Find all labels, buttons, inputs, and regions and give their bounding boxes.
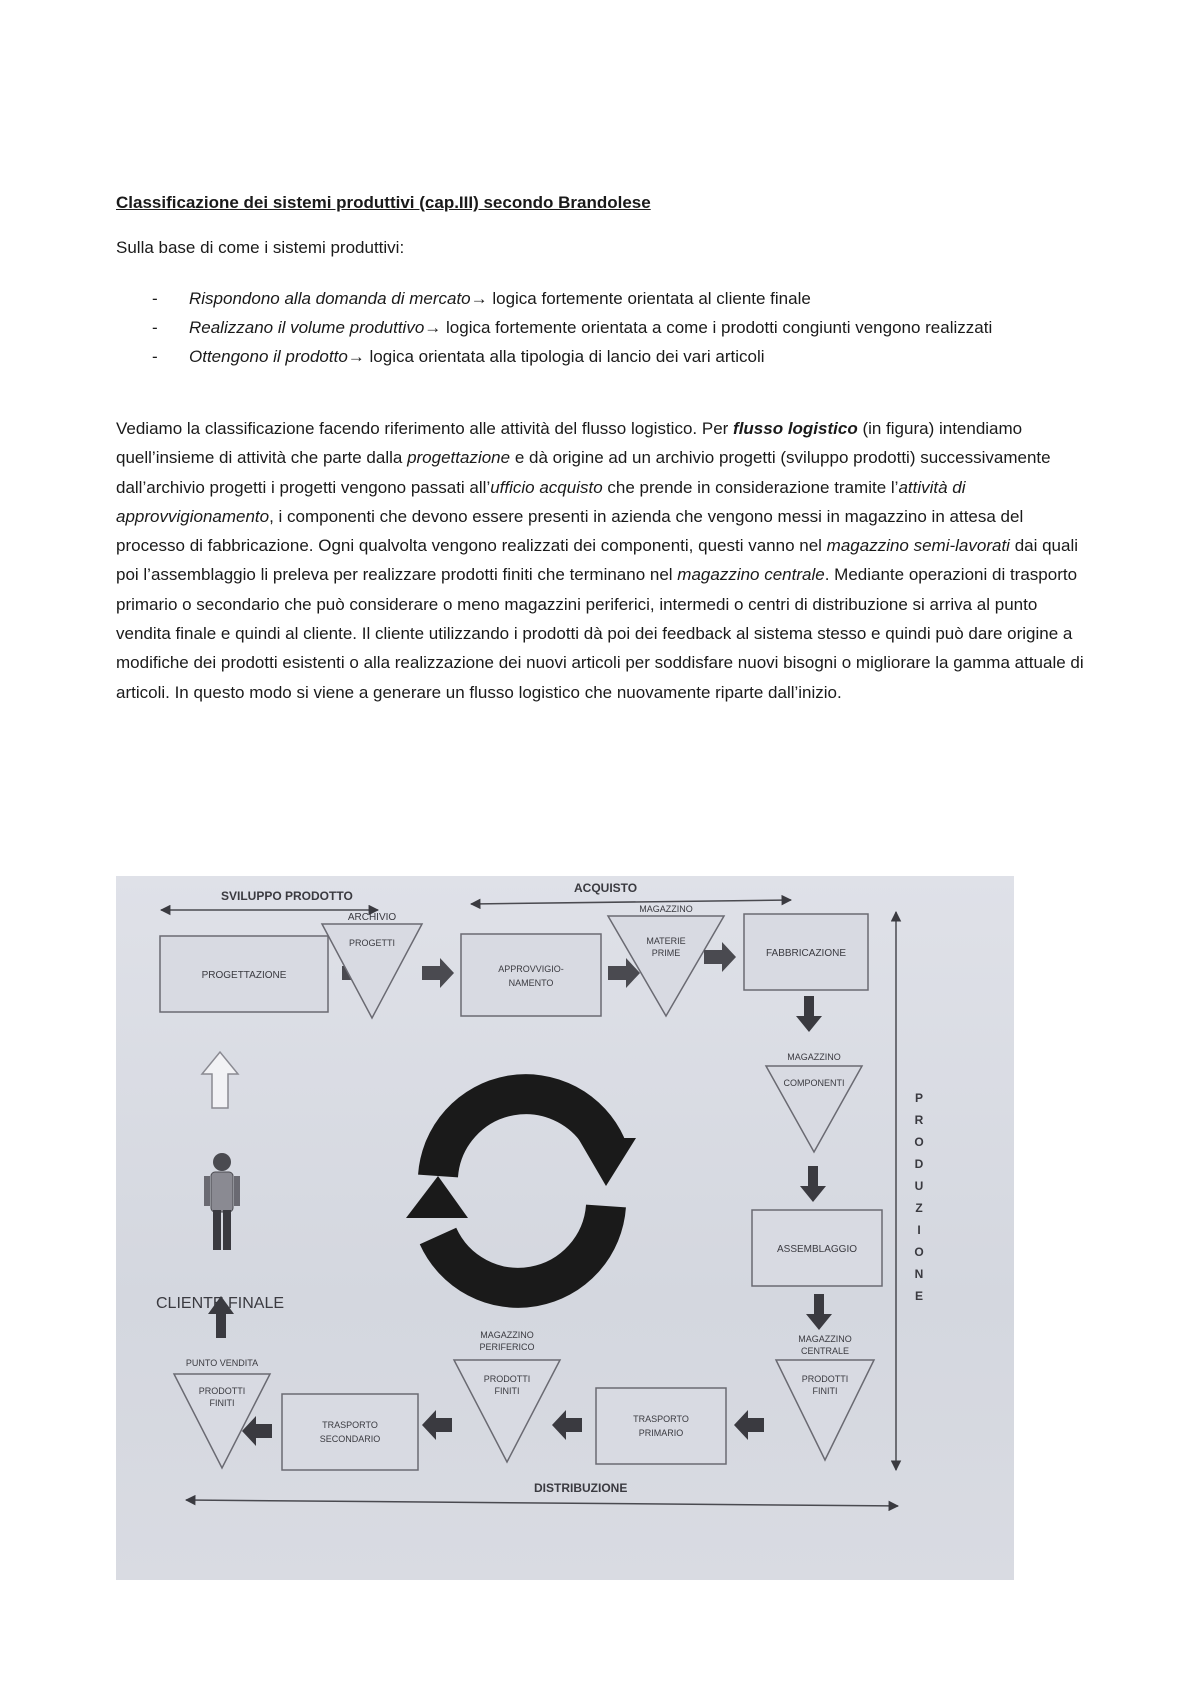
prodotti-label: PRODOTTI	[198, 1386, 246, 1396]
magazzino-label: MAGAZZINO	[787, 1052, 841, 1062]
progettazione-label: PROGETTAZIONE	[201, 970, 287, 981]
prime-label: PRIME	[651, 948, 681, 958]
bullet-dash: -	[152, 318, 158, 337]
trasporto-label: TRASPORTO	[322, 1420, 378, 1430]
approvvigionamento-label-1: APPROVVIGIO-	[498, 964, 564, 974]
approvvigionamento-label-2: NAMENTO	[508, 978, 554, 988]
trasporto-secondario-box	[282, 1394, 418, 1470]
intro-text: Sulla base di come i sistemi produttivi:	[116, 238, 405, 257]
bullet-dash: -	[152, 347, 158, 366]
bullet-text: logica fortemente orientata a come i prodotti congiunti vengono realizzati	[441, 318, 993, 337]
archivio-label: ARCHIVIO	[347, 912, 397, 923]
document-title: Classificazione dei sistemi produttivi (cap.III) secondo Brandolese	[116, 193, 651, 212]
primario-label: PRIMARIO	[638, 1428, 684, 1438]
paragraph-run: , i componenti che devono essere presenti in azienda che vengono messi in magazzino in attesa del processo di fabbricazione. Ogni qualvolta vengono realizzati dei componenti, questi vanno nel	[116, 506, 1024, 556]
produzione-letter: N	[914, 1267, 924, 1281]
magazzino-label: MAGAZZINO	[480, 1330, 534, 1340]
produzione-letter: R	[914, 1113, 924, 1127]
flow-arrow-left	[734, 1410, 764, 1440]
approvvigionamento-box	[461, 934, 601, 1016]
bullet-italic: Realizzano il volume produttivo	[189, 318, 425, 337]
produzione-label	[914, 1091, 923, 1303]
flow-arrow-left	[422, 1410, 452, 1440]
produzione-letter: E	[914, 1289, 924, 1303]
acquisto-range-line	[471, 900, 791, 904]
paragraph-run: Vediamo la classificazione facendo riferimento alle attività del flusso logistico. Per	[116, 419, 734, 438]
produzione-letter: I	[917, 1223, 921, 1237]
paragraph-run: magazzino centrale	[677, 565, 825, 585]
bullet-text: logica orientata alla tipologia di lancio dei vari articoli	[364, 347, 765, 366]
logistic-flow-figure	[116, 876, 1014, 1580]
arrow-icon: →	[424, 318, 442, 337]
produzione-letter: D	[914, 1157, 924, 1171]
produzione-letter: U	[914, 1179, 924, 1193]
list-item	[116, 284, 1086, 313]
flow-diagram	[116, 876, 1014, 1580]
feedback-arrow-up	[202, 1052, 238, 1108]
bullet-italic: Rispondono alla domanda di mercato	[189, 289, 471, 308]
paragraph-run: flusso logistico	[733, 419, 858, 438]
arrow-icon: →	[470, 289, 488, 308]
trasporto-primario-box	[596, 1388, 726, 1464]
prodotti-label: PRODOTTI	[483, 1374, 531, 1384]
acquisto-label: ACQUISTO	[574, 881, 638, 895]
magazzino-label: MAGAZZINO	[639, 904, 693, 914]
flow-arrow-right	[422, 958, 454, 988]
produzione-letter: O	[914, 1135, 924, 1149]
list-item	[116, 342, 1086, 371]
paragraph-run: e dà origine ad un archivio progetti (sviluppo prodotti) successivamente dall’archivio progetti i progetti vengono passati all’	[116, 448, 1051, 497]
secondario-label: SECONDARIO	[319, 1434, 381, 1444]
flow-arrow-left	[552, 1410, 582, 1440]
produzione-letter: P	[914, 1091, 924, 1105]
flow-arrow-down	[806, 1294, 832, 1330]
sviluppo-label: SVILUPPO PRODOTTO	[221, 889, 353, 903]
flow-arrow-down	[800, 1166, 826, 1202]
arrow-icon: →	[347, 347, 365, 366]
materie-label: MATERIE	[646, 936, 686, 946]
fabbricazione-label: FABBRICAZIONE	[765, 948, 847, 959]
punto-vendita-label: PUNTO VENDITA	[185, 1358, 259, 1368]
paragraph-run: che prende in considerazione tramite l’	[602, 477, 899, 497]
paragraph-run: magazzino semi-lavorati	[826, 536, 1010, 556]
trasporto-label: TRASPORTO	[633, 1414, 689, 1424]
cycle-refresh-icon	[406, 1094, 636, 1288]
bullet-italic: Ottengono il prodotto	[189, 347, 348, 366]
paragraph-run: progettazione	[407, 448, 511, 468]
body-paragraph	[116, 414, 1086, 707]
customer-person-icon	[204, 1153, 240, 1250]
bullet-text: logica fortemente orientata al cliente finale	[487, 289, 811, 308]
paragraph-run: (in figura) intendiamo quell’insieme di attività che parte dalla	[116, 419, 1023, 468]
finiti-label: FINITI	[812, 1386, 838, 1396]
paragraph-run: . Mediante operazioni di trasporto primario o secondario che può considerare o meno magazzini periferici, intermedi o centri di distribuzione si arriva al punto vendita finale e quindi al cliente. Il cliente utilizzando i prodotti dà poi dei feedback al sistema stesso e quindi può dare origine a modifiche dei prodotti esistenti o alla realizzazione dei nuovi articoli per soddisfare nuovi bisogni o migliorare la gamma attuale di articoli. In questo modo si viene a generare un flusso logistico che nuovamente riparte dall’inizio.	[116, 565, 1084, 702]
paragraph-run: ufficio acquisto	[490, 477, 603, 497]
distribuzione-range-line	[186, 1500, 898, 1506]
centrale-label: CENTRALE	[800, 1346, 850, 1356]
assemblaggio-label: ASSEMBLAGGIO	[776, 1244, 858, 1255]
periferico-label: PERIFERICO	[479, 1342, 535, 1352]
paragraph-run: attività di approvvigionamento	[116, 477, 966, 526]
produzione-letter: Z	[915, 1201, 923, 1215]
cliente-finale-label: CLIENTE FINALE	[156, 1295, 285, 1312]
paragraph-run: dai quali poi l’assemblaggio li preleva per realizzare prodotti finiti che terminano nel	[116, 536, 1079, 585]
bullet-list	[116, 284, 1086, 371]
produzione-letter: O	[914, 1245, 924, 1259]
list-item	[116, 313, 1086, 342]
bullet-dash: -	[152, 289, 158, 308]
distribuzione-label: DISTRIBUZIONE	[534, 1481, 628, 1495]
finiti-label: FINITI	[209, 1398, 235, 1408]
flow-arrow-right	[704, 942, 736, 972]
flow-arrow-down	[796, 996, 822, 1032]
progetti-label: PROGETTI	[348, 938, 396, 948]
prodotti-label: PRODOTTI	[801, 1374, 849, 1384]
componenti-label: COMPONENTI	[783, 1078, 845, 1088]
finiti-label: FINITI	[494, 1386, 520, 1396]
magazzino-label: MAGAZZINO	[798, 1334, 852, 1344]
